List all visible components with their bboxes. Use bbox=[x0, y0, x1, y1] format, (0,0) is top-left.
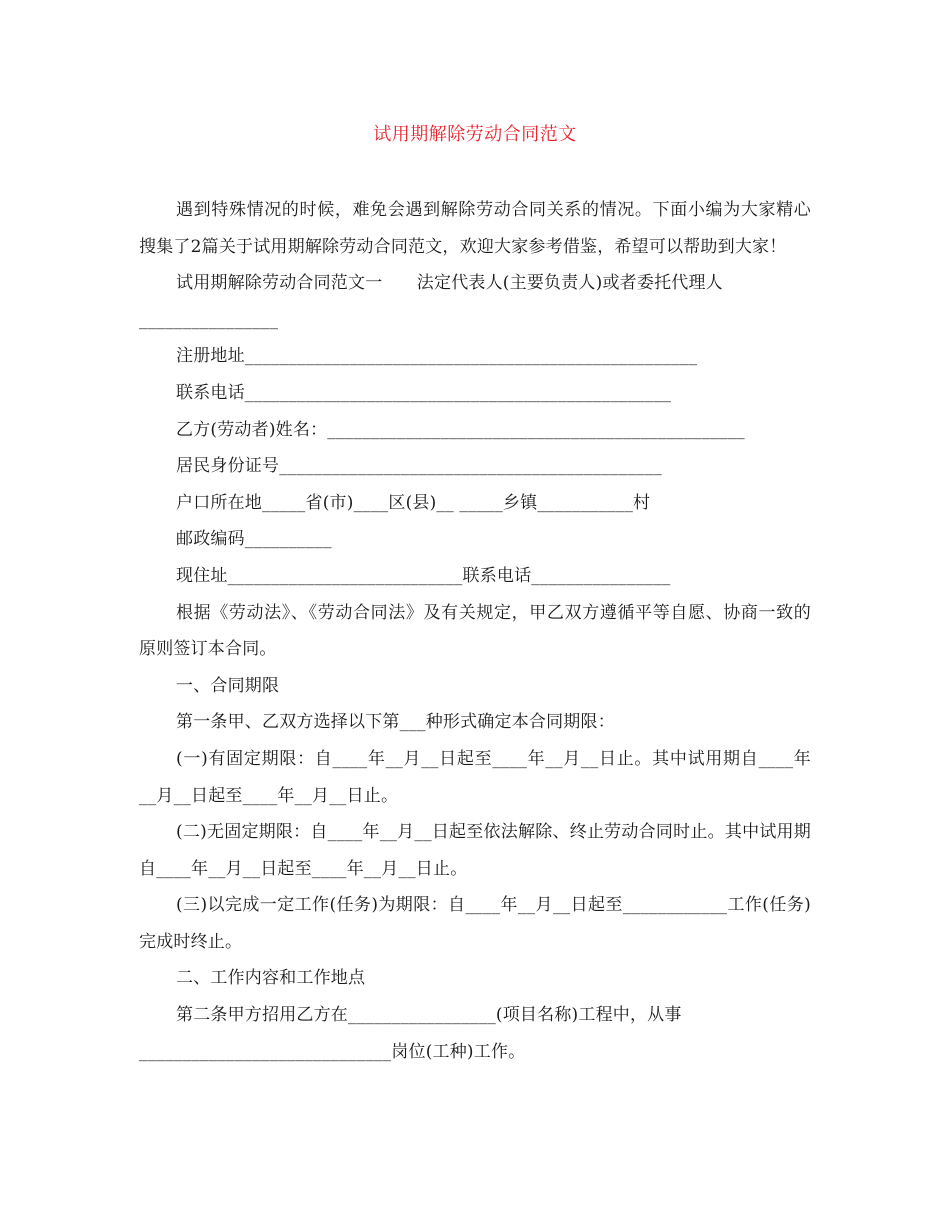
id-number-line: 居民身份证号____________________________________________ bbox=[176, 456, 662, 477]
contact-phone-line: 联系电话_________________________________________________ bbox=[176, 382, 672, 403]
document-title: 试用期解除劳动合同范文 bbox=[373, 124, 577, 145]
open-term-paragraph: (二)无固定期限：自____年__月__日起至依法解除、终止劳动合同时止。其中试用期自____年__月__日起至____年__月__日止。 bbox=[139, 822, 811, 879]
fixed-term-paragraph: (一)有固定期限：自____年__月__日起至____年__月__日止。其中试用期自____年__月__日起至____年__月__日止。 bbox=[139, 748, 811, 806]
intro-paragraph: 遇到特殊情况的时候，难免会遇到解除劳动合同关系的情况。下面小编为大家精心搜集了2篇关于试用期解除劳动合同范文，欢迎大家参考借鉴，希望可以帮助到大家！ bbox=[139, 200, 811, 257]
household-registration-line: 户口所在地_____省(市)____区(县)__ _____乡镇___________村 bbox=[176, 492, 651, 513]
task-term-paragraph: (三)以完成一定工作(任务)为期限：自____年__月__日起至____________工作(任务)完成时终止。 bbox=[139, 895, 811, 952]
sample-heading-line: 试用期解除劳动合同范文一 法定代表人(主要负责人)或者委托代理人 bbox=[176, 273, 723, 294]
section-contract-term-heading: 一、合同期限 bbox=[176, 675, 280, 696]
article-one-paragraph: 第一条甲、乙双方选择以下第___种形式确定本合同期限： bbox=[176, 712, 615, 733]
postal-code-line: 邮政编码__________ bbox=[176, 529, 332, 550]
legal-basis-paragraph: 根据《劳动法》、《劳动合同法》及有关规定，甲乙双方遵循平等自愿、协商一致的原则签订本合同。 bbox=[139, 602, 811, 660]
current-address-line: 现住址___________________________联系电话________________ bbox=[176, 565, 671, 586]
position-blank-line: _____________________________岗位(工种)工作。 bbox=[139, 1041, 526, 1062]
representative-blank-line: ________________ bbox=[139, 309, 279, 330]
article-two-paragraph: 第二条甲方招用乙方在_________________(项目名称)工程中，从事 bbox=[176, 1005, 682, 1026]
registered-address-line: 注册地址____________________________________________________ bbox=[176, 346, 698, 367]
employee-name-line: 乙方(劳动者)姓名：________________________________________________ bbox=[176, 419, 745, 440]
section-work-content-heading: 二、工作内容和工作地点 bbox=[176, 968, 366, 989]
document-body bbox=[139, 192, 811, 1070]
